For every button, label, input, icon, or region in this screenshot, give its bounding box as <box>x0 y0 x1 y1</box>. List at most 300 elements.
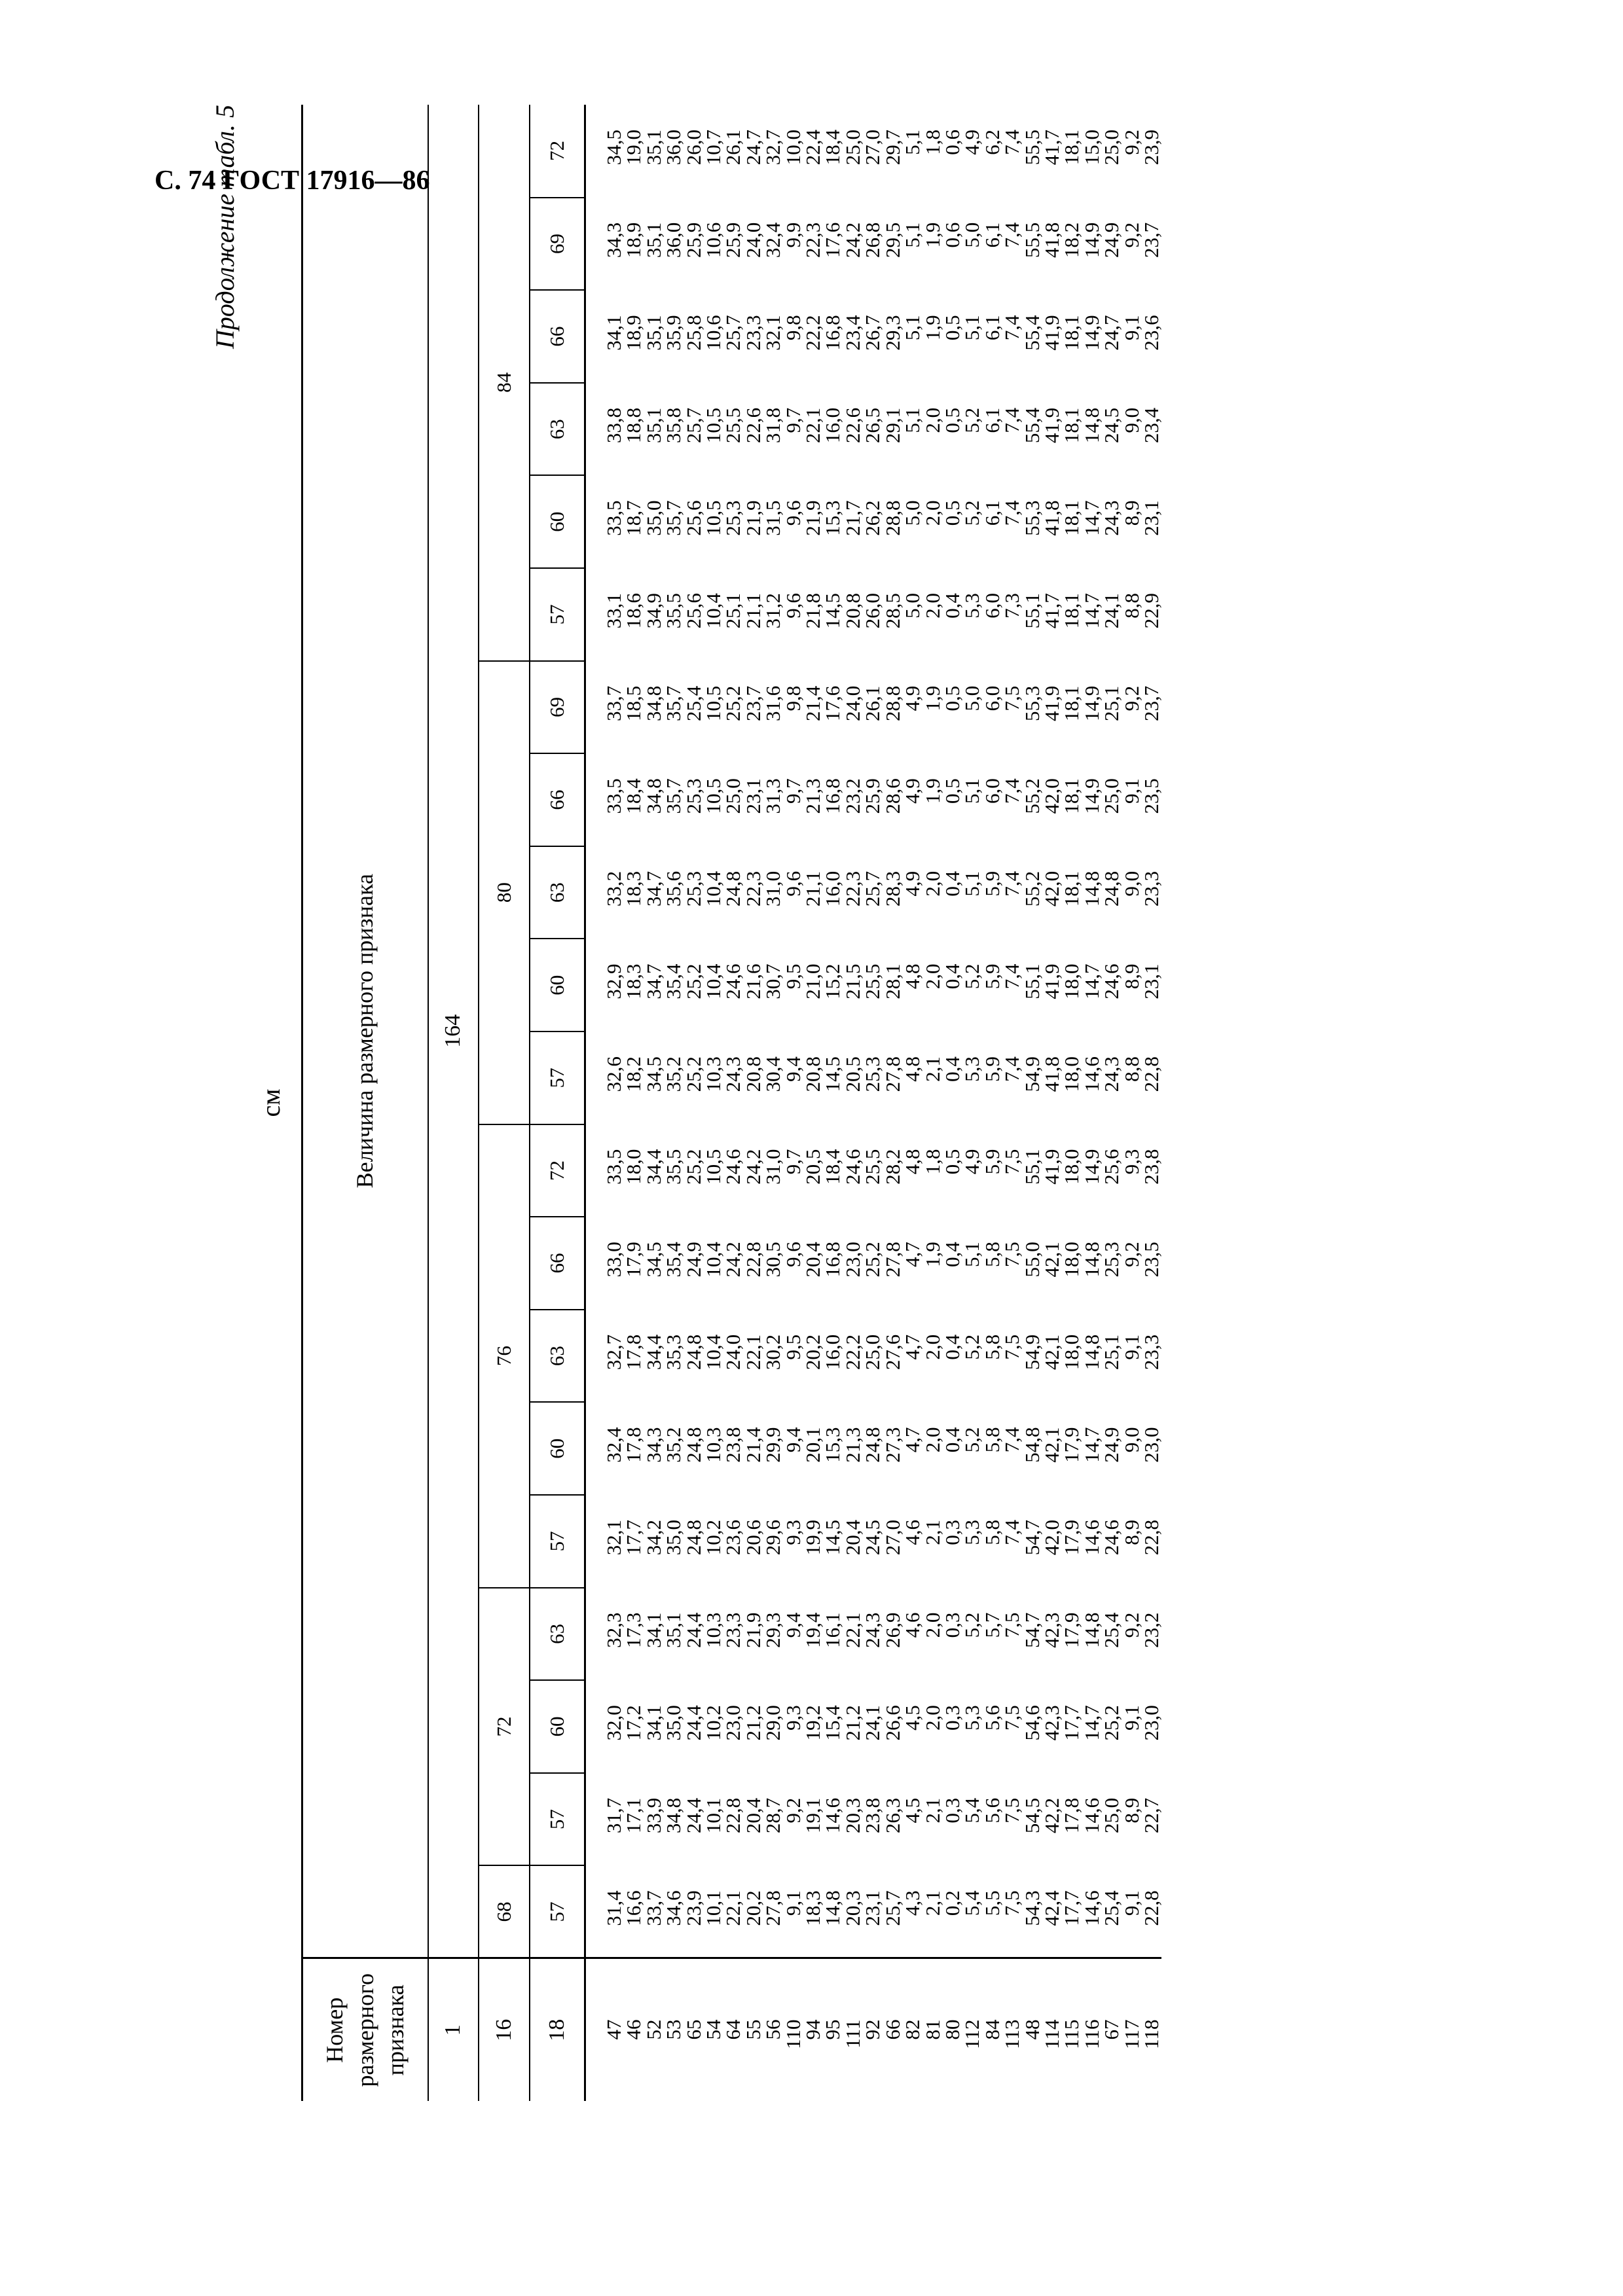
value-cell: 0,4 <box>940 1334 964 1360</box>
table-row <box>664 105 684 2101</box>
value-cell: 36,0 <box>662 130 685 166</box>
value-cell: 24,8 <box>861 1427 884 1463</box>
value-cell: 14,7 <box>1080 593 1103 629</box>
value-cell: 27,3 <box>881 1427 904 1463</box>
value-cell: 20,4 <box>741 1797 765 1834</box>
value-cell: 14,9 <box>1080 1149 1103 1185</box>
value-cell: 22,8 <box>1139 1520 1163 1556</box>
value-cell: 34,2 <box>642 1520 665 1556</box>
value-cell: 34,3 <box>642 1427 665 1463</box>
feature-number: 92 <box>863 1958 883 2101</box>
value-cell: 14,9 <box>1080 778 1103 814</box>
value-cell: 24,5 <box>861 1520 884 1556</box>
value-cell: 54,5 <box>1020 1797 1044 1834</box>
value-cell: 5,8 <box>980 1520 1004 1545</box>
value-cell: 7,4 <box>1000 130 1024 155</box>
value-cell: 5,2 <box>960 407 984 433</box>
value-cell: 27,8 <box>881 1056 904 1092</box>
value-cell: 5,3 <box>960 593 984 619</box>
value-cell: 22,3 <box>841 870 864 907</box>
value-cell: 14,6 <box>1080 1890 1103 1926</box>
value-cell: 5,3 <box>960 1056 984 1082</box>
value-cell: 55,1 <box>1020 1149 1044 1185</box>
feature-number: 118 <box>1142 1958 1161 2101</box>
value-cell: 25,1 <box>721 593 745 629</box>
value-cell: 54,7 <box>1020 1612 1044 1648</box>
value-cell: 4,8 <box>901 1056 924 1082</box>
value-cell: 14,8 <box>1080 1242 1103 1278</box>
value-cell: 24,6 <box>721 963 745 999</box>
value-cell: 22,1 <box>721 1890 745 1926</box>
value-cell: 27,0 <box>881 1520 904 1556</box>
value-cell: 23,1 <box>861 1890 884 1926</box>
value-cell: 4,7 <box>901 1427 924 1453</box>
value-cell: 20,5 <box>841 1056 864 1092</box>
value-cell: 22,1 <box>801 407 825 444</box>
value-cell: 4,6 <box>901 1520 924 1545</box>
value-cell: 2,0 <box>921 870 944 897</box>
value-cell: 5,2 <box>960 1612 984 1638</box>
value-cell: 35,0 <box>662 1520 685 1556</box>
value-cell: 24,7 <box>1100 315 1123 351</box>
value-cell: 54,8 <box>1020 1427 1044 1463</box>
value-cell: 5,7 <box>980 1612 1004 1638</box>
value-cell: 5,8 <box>980 1242 1004 1267</box>
sub-header: 57 <box>530 1495 585 1588</box>
value-cell: 23,7 <box>1139 685 1163 721</box>
value-cell: 28,8 <box>881 685 904 721</box>
value-cell: 6,1 <box>980 500 1004 526</box>
value-cell: 21,2 <box>841 1705 864 1741</box>
value-cell: 21,1 <box>741 593 765 629</box>
value-cell: 0,3 <box>940 1705 964 1731</box>
table-row <box>903 105 922 2101</box>
value-cell: 18,0 <box>1060 1056 1084 1092</box>
value-cell: 4,3 <box>901 1890 924 1916</box>
value-cell: 17,9 <box>1060 1427 1084 1463</box>
value-cell: 7,5 <box>1000 685 1024 711</box>
value-cell: 42,1 <box>1040 1427 1063 1463</box>
table-row <box>1082 105 1102 2101</box>
value-cell: 9,2 <box>1120 685 1143 711</box>
value-cell: 25,0 <box>1100 130 1123 166</box>
sub-header: 63 <box>530 1588 585 1681</box>
value-cell: 5,1 <box>960 778 984 804</box>
value-cell: 55,2 <box>1020 778 1044 814</box>
value-cell: 5,3 <box>960 1520 984 1545</box>
value-cell: 14,6 <box>1080 1520 1103 1556</box>
value-cell: 25,3 <box>861 1056 884 1092</box>
value-cell: 9,3 <box>781 1705 805 1731</box>
value-cell: 14,9 <box>1080 685 1103 721</box>
value-cell: 10,5 <box>702 500 725 536</box>
feature-number: 113 <box>1002 1958 1022 2101</box>
value-cell: 0,5 <box>940 407 964 433</box>
value-cell: 21,4 <box>801 685 825 721</box>
value-cell: 41,8 <box>1040 500 1063 536</box>
value-cell: 33,7 <box>642 1890 665 1926</box>
value-cell: 2,0 <box>921 1612 944 1638</box>
value-cell: 19,9 <box>801 1520 825 1556</box>
value-cell: 33,0 <box>602 1242 625 1278</box>
sub-header: 63 <box>530 846 585 939</box>
value-cell: 5,2 <box>960 500 984 526</box>
value-cell: 34,8 <box>642 685 665 721</box>
value-cell: 54,3 <box>1020 1890 1044 1926</box>
value-cell: 9,0 <box>1120 407 1143 433</box>
value-cell: 4,8 <box>901 963 924 990</box>
value-cell: 23,8 <box>1139 1149 1163 1185</box>
value-cell: 7,5 <box>1000 1705 1024 1731</box>
value-cell: 5,1 <box>901 130 924 155</box>
value-cell: 41,9 <box>1040 963 1063 999</box>
value-cell: 24,8 <box>1100 870 1123 907</box>
value-cell: 34,8 <box>662 1797 685 1834</box>
row-header: Номер размерного признака <box>302 1958 429 2101</box>
value-cell: 19,2 <box>801 1705 825 1741</box>
value-cell: 28,5 <box>881 593 904 629</box>
sub-header: 69 <box>530 661 585 754</box>
value-cell: 42,4 <box>1040 1890 1063 1926</box>
value-cell: 34,9 <box>642 593 665 629</box>
value-cell: 18,0 <box>622 1149 646 1185</box>
value-cell: 5,9 <box>980 870 1004 897</box>
value-cell: 20,8 <box>841 593 864 629</box>
value-cell: 30,5 <box>761 1242 785 1278</box>
value-cell: 26,0 <box>861 593 884 629</box>
value-cell: 0,5 <box>940 315 964 341</box>
table-row <box>983 105 1002 2101</box>
value-cell: 32,7 <box>761 130 785 166</box>
feature-number: 115 <box>1062 1958 1082 2101</box>
value-cell: 31,3 <box>761 778 785 814</box>
value-cell: 10,4 <box>702 1242 725 1278</box>
value-cell: 1,8 <box>921 1149 944 1175</box>
value-cell: 25,2 <box>682 963 705 999</box>
feature-number: 114 <box>1042 1958 1062 2101</box>
value-cell: 8,9 <box>1120 1520 1143 1545</box>
value-cell: 10,0 <box>781 130 805 166</box>
value-cell: 26,1 <box>861 685 884 721</box>
value-cell: 9,5 <box>781 963 805 990</box>
value-cell: 34,5 <box>602 130 625 166</box>
value-cell: 1,9 <box>921 778 944 804</box>
group-header: 80 <box>479 661 530 1124</box>
value-cell: 25,9 <box>682 222 705 258</box>
value-cell: 42,3 <box>1040 1612 1063 1648</box>
value-cell: 42,1 <box>1040 1334 1063 1371</box>
value-cell: 1,9 <box>921 222 944 248</box>
value-cell: 24,9 <box>1100 1427 1123 1463</box>
value-cell: 24,2 <box>741 1149 765 1185</box>
sub-header: 63 <box>530 383 585 476</box>
value-cell: 7,4 <box>1000 1056 1024 1082</box>
unit-label: см <box>256 1088 285 1117</box>
value-cell: 17,8 <box>1060 1797 1084 1834</box>
value-cell: 9,6 <box>781 870 805 897</box>
value-cell: 35,6 <box>662 870 685 907</box>
value-cell: 7,5 <box>1000 1334 1024 1360</box>
value-cell: 25,7 <box>682 407 705 444</box>
value-cell: 35,0 <box>662 1705 685 1741</box>
value-cell: 22,9 <box>1139 593 1163 629</box>
sub-header: 57 <box>530 568 585 661</box>
value-cell: 25,2 <box>861 1242 884 1278</box>
value-cell: 24,7 <box>741 130 765 166</box>
value-cell: 22,4 <box>801 130 825 166</box>
value-cell: 18,1 <box>1060 685 1084 721</box>
value-cell: 17,1 <box>622 1797 646 1834</box>
value-cell: 7,4 <box>1000 315 1024 341</box>
value-cell: 32,4 <box>602 1427 625 1463</box>
value-cell: 32,6 <box>602 1056 625 1092</box>
value-cell: 31,0 <box>761 870 785 907</box>
value-cell: 35,4 <box>662 1242 685 1278</box>
value-cell: 16,0 <box>821 1334 845 1371</box>
value-cell: 5,6 <box>980 1705 1004 1731</box>
value-cell: 20,6 <box>741 1520 765 1556</box>
value-cell: 7,4 <box>1000 1520 1024 1545</box>
value-cell: 55,4 <box>1020 315 1044 351</box>
value-cell: 0,2 <box>940 1890 964 1916</box>
feature-number: 64 <box>723 1958 743 2101</box>
table-row <box>923 105 943 2101</box>
value-cell: 54,9 <box>1020 1334 1044 1371</box>
value-cell: 41,9 <box>1040 685 1063 721</box>
value-cell: 2,0 <box>921 1334 944 1360</box>
value-cell: 24,9 <box>682 1242 705 1278</box>
value-cell: 21,6 <box>741 963 765 999</box>
value-cell: 10,3 <box>702 1056 725 1092</box>
value-cell: 29,7 <box>881 130 904 166</box>
value-cell: 9,4 <box>781 1427 805 1453</box>
value-cell: 26,5 <box>861 407 884 444</box>
value-cell: 5,0 <box>960 685 984 711</box>
value-cell: 23,9 <box>1139 130 1163 166</box>
value-cell: 41,7 <box>1040 130 1063 166</box>
value-cell: 22,6 <box>841 407 864 444</box>
value-cell: 25,0 <box>1100 778 1123 814</box>
value-cell: 25,2 <box>682 1149 705 1185</box>
value-cell: 18,1 <box>1060 407 1084 444</box>
value-cell: 7,4 <box>1000 500 1024 526</box>
value-cell: 25,3 <box>1100 1242 1123 1278</box>
value-cell: 10,4 <box>702 870 725 907</box>
table-row <box>644 105 664 2101</box>
value-cell: 0,3 <box>940 1612 964 1638</box>
value-cell: 14,6 <box>1080 1056 1103 1092</box>
value-cell: 9,4 <box>781 1056 805 1082</box>
value-cell: 18,1 <box>1060 778 1084 814</box>
value-cell: 23,1 <box>1139 963 1163 999</box>
value-cell: 17,2 <box>622 1705 646 1741</box>
value-cell: 32,4 <box>761 222 785 258</box>
value-cell: 35,5 <box>662 1149 685 1185</box>
value-cell: 24,0 <box>841 685 864 721</box>
value-cell: 23,3 <box>741 315 765 351</box>
column-header: Величина размерного признака <box>302 105 429 1958</box>
value-cell: 7,4 <box>1000 1427 1024 1453</box>
table-row <box>1002 105 1022 2101</box>
value-cell: 23,5 <box>1139 778 1163 814</box>
value-cell: 9,3 <box>1120 1149 1143 1175</box>
value-cell: 10,4 <box>702 593 725 629</box>
value-cell: 25,0 <box>1100 1797 1123 1834</box>
value-cell: 2,1 <box>921 1890 944 1916</box>
table-row <box>1023 105 1042 2101</box>
value-cell: 9,6 <box>781 593 805 619</box>
value-cell: 34,1 <box>602 315 625 351</box>
table-row <box>863 105 883 2101</box>
value-cell: 17,7 <box>1060 1890 1084 1926</box>
value-cell: 7,4 <box>1000 870 1024 897</box>
value-cell: 0,4 <box>940 1427 964 1453</box>
feature-number: 54 <box>704 1958 723 2101</box>
value-cell: 25,2 <box>682 1056 705 1092</box>
value-cell: 32,1 <box>602 1520 625 1556</box>
value-cell: 24,3 <box>1100 500 1123 536</box>
value-cell: 5,4 <box>960 1890 984 1916</box>
value-cell: 28,2 <box>881 1149 904 1185</box>
value-cell: 5,1 <box>901 315 924 341</box>
value-cell: 9,2 <box>1120 130 1143 155</box>
value-cell: 21,3 <box>841 1427 864 1463</box>
value-cell: 9,7 <box>781 407 805 433</box>
value-cell: 29,3 <box>881 315 904 351</box>
value-cell: 18,3 <box>622 870 646 907</box>
feature-number: 84 <box>983 1958 1002 2101</box>
value-cell: 25,3 <box>682 870 705 907</box>
value-cell: 34,8 <box>642 778 665 814</box>
value-cell: 14,8 <box>1080 1334 1103 1371</box>
value-cell: 16,0 <box>821 407 845 444</box>
value-cell: 18,4 <box>622 778 646 814</box>
value-cell: 4,8 <box>901 1149 924 1175</box>
value-cell: 14,7 <box>1080 500 1103 536</box>
value-cell: 23,3 <box>721 1612 745 1648</box>
value-cell: 0,5 <box>940 1149 964 1175</box>
feature-number: 81 <box>923 1958 943 2101</box>
value-cell: 29,1 <box>881 407 904 444</box>
value-cell: 23,1 <box>1139 500 1163 536</box>
value-cell: 18,1 <box>1060 870 1084 907</box>
value-cell: 54,7 <box>1020 1520 1044 1556</box>
value-cell: 2,1 <box>921 1520 944 1545</box>
value-cell: 2,0 <box>921 1427 944 1453</box>
value-cell: 10,2 <box>702 1705 725 1741</box>
value-cell: 25,8 <box>682 315 705 351</box>
value-cell: 20,8 <box>801 1056 825 1092</box>
value-cell: 9,1 <box>1120 778 1143 804</box>
value-cell: 23,2 <box>1139 1612 1163 1648</box>
value-cell: 23,7 <box>1139 222 1163 258</box>
value-cell: 15,3 <box>821 500 845 536</box>
value-cell: 0,4 <box>940 1056 964 1082</box>
value-cell: 18,5 <box>622 685 646 721</box>
value-cell: 27,8 <box>761 1890 785 1926</box>
table-row <box>723 105 743 2101</box>
value-cell: 30,4 <box>761 1056 785 1092</box>
feature-number: 47 <box>585 1958 625 2101</box>
value-cell: 24,8 <box>682 1520 705 1556</box>
value-cell: 24,4 <box>682 1612 705 1648</box>
value-cell: 18,4 <box>821 130 845 166</box>
value-cell: 9,1 <box>781 1890 805 1916</box>
value-cell: 9,6 <box>781 1242 805 1267</box>
value-cell: 23,6 <box>721 1520 745 1556</box>
value-cell: 24,6 <box>1100 1520 1123 1556</box>
value-cell: 14,8 <box>1080 407 1103 444</box>
value-cell: 0,6 <box>940 130 964 155</box>
value-cell: 10,7 <box>702 130 725 166</box>
value-cell: 17,6 <box>821 685 845 721</box>
value-cell: 5,2 <box>960 1334 984 1360</box>
value-cell: 16,6 <box>622 1890 646 1926</box>
value-cell: 35,1 <box>662 1612 685 1648</box>
value-cell: 0,3 <box>940 1797 964 1823</box>
value-cell: 10,5 <box>702 685 725 721</box>
value-cell: 31,7 <box>602 1797 625 1834</box>
value-cell: 5,2 <box>960 963 984 990</box>
value-cell: 42,0 <box>1040 870 1063 907</box>
value-cell: 8,8 <box>1120 1056 1143 1082</box>
value-cell: 21,4 <box>741 1427 765 1463</box>
value-cell: 27,8 <box>881 1242 904 1278</box>
value-cell: 30,2 <box>761 1334 785 1371</box>
value-cell: 9,5 <box>781 1334 805 1360</box>
value-cell: 33,2 <box>602 870 625 907</box>
value-cell: 19,4 <box>801 1612 825 1648</box>
value-cell: 7,5 <box>1000 1890 1024 1916</box>
value-cell: 20,8 <box>741 1056 765 1092</box>
value-cell: 25,9 <box>721 222 745 258</box>
value-cell: 35,1 <box>642 407 665 444</box>
value-cell: 6,1 <box>980 222 1004 248</box>
value-cell: 21,2 <box>741 1705 765 1741</box>
value-cell: 9,1 <box>1120 1705 1143 1731</box>
value-cell: 10,6 <box>702 315 725 351</box>
value-cell: 22,1 <box>741 1334 765 1371</box>
value-cell: 28,8 <box>881 500 904 536</box>
value-cell: 32,0 <box>602 1705 625 1741</box>
value-cell: 31,5 <box>761 500 785 536</box>
value-cell: 9,1 <box>1120 1334 1143 1360</box>
value-cell: 55,1 <box>1020 963 1044 999</box>
value-cell: 24,5 <box>1100 407 1123 444</box>
value-cell: 32,7 <box>602 1334 625 1371</box>
value-cell: 9,2 <box>1120 1612 1143 1638</box>
value-cell: 6,0 <box>980 593 1004 619</box>
value-cell: 35,7 <box>662 778 685 814</box>
value-cell: 14,7 <box>1080 1705 1103 1741</box>
value-cell: 24,4 <box>682 1797 705 1834</box>
value-cell: 18,1 <box>1060 315 1084 351</box>
sub-header: 57 <box>530 1773 585 1866</box>
continuation-caption: Продолжение табл. 5 <box>210 105 240 350</box>
value-cell: 8,9 <box>1120 1797 1143 1823</box>
value-cell: 26,2 <box>861 500 884 536</box>
table-row <box>1142 105 1161 2101</box>
feature-number: 46 <box>624 1958 644 2101</box>
value-cell: 28,6 <box>881 778 904 814</box>
value-cell: 10,5 <box>702 778 725 814</box>
value-cell: 24,8 <box>682 1334 705 1371</box>
value-cell: 18,7 <box>622 500 646 536</box>
value-cell: 7,4 <box>1000 407 1024 433</box>
value-cell: 14,5 <box>821 593 845 629</box>
value-cell: 18,2 <box>622 1056 646 1092</box>
value-cell: 22,2 <box>841 1334 864 1371</box>
